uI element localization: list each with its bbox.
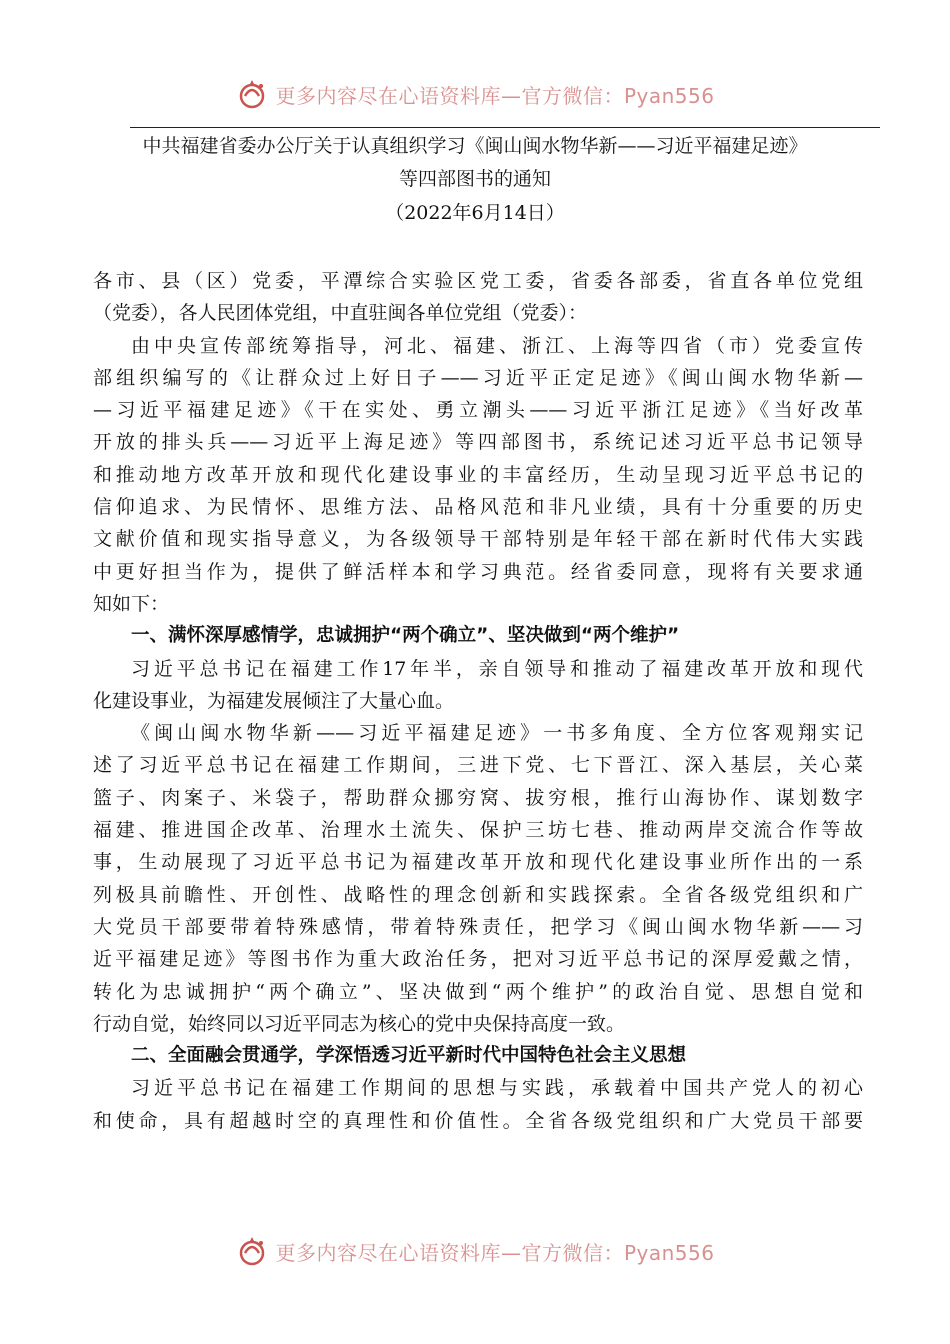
body-text-line: 大党员干部要带着特殊感情，带着特殊责任，把学习《闽山闽水物华新——习 [93,915,863,938]
body-text-line: 述了习近平总书记在福建工作期间，三进下党、七下晋江、深入基层，关心菜 [93,754,863,777]
body-text-line: 行动自觉，始终同以习近平同志为核心的党中央保持高度一致。 [93,1012,626,1035]
body-text-line: 和使命，具有超越时空的真理性和价值性。全省各级党组织和广大党员干部要 [93,1109,863,1132]
document-title-line-2: 等四部图书的通知 [398,168,551,190]
body-text-line: 各市、县（区）党委，平潭综合实验区党工委，省委各部委，省直各单位党组 [93,270,863,292]
body-text-line: 部组织编写的《让群众过上好日子——习近平正定足迹》《闽山闽水物华新— [93,366,863,389]
body-text-line: 化建设事业，为福建发展倾注了大量心血。 [93,689,455,712]
body-text-line: 知如下： [93,592,170,615]
header-watermark-banner [0,74,950,114]
body-text-line: 列极具前瞻性、开创性、战略性的理念创新和实践探索。全省各级党组织和广 [93,883,863,906]
section-heading: 一、满怀深厚感情学，忠诚拥护“两个确立”、坚决做到“两个维护” [131,625,680,647]
body-text-line: 习近平总书记在福建工作期间的思想与实践，承载着中国共产党人的初心 [131,1077,863,1100]
body-text-line: 由中央宣传部统筹指导，河北、福建、浙江、上海等四省（市）党委宣传 [131,334,863,357]
body-text-line: 习近平总书记在福建工作17年半，亲自领导和推动了福建改革开放和现代 [131,657,863,680]
body-text-line: 和推动地方改革开放和现代化建设事业的丰富经历，生动呈现习近平总书记的 [93,463,863,486]
body-text-line: 近平福建足迹》等图书作为重大政治任务，把对习近平总书记的深厚爱戴之情， [93,948,863,971]
body-text-line: 篮子、肉案子、米袋子，帮助群众挪穷窝、拔穷根，推行山海协作、谋划数字 [93,786,863,809]
body-text-line: 信仰追求、为民情怀、思维方法、品格风范和非凡业绩，具有十分重要的历史 [93,496,863,519]
document-body [93,265,863,1137]
document-title-line-1: 中共福建省委办公厅关于认真组织学习《闽山闽水物华新——习近平福建足迹》 [142,135,808,157]
logo-icon [235,1234,269,1268]
banner-text: 更多内容尽在心语资料库—官方微信：Pyan556 [275,83,715,108]
logo-icon [235,77,269,111]
body-text-line: 文献价值和现实指导意义，为各级领导干部特别是年轻干部在新时代伟大实践 [93,528,863,551]
body-text-line: 开放的排头兵——习近平上海足迹》等四部图书，系统记述习近平总书记领导 [93,431,863,454]
body-text-line: 福建、推进国企改革、治理水土流失、保护三坊七巷、推动两岸交流合作等故 [93,819,863,842]
body-text-line: 事，生动展现了习近平总书记为福建改革开放和现代化建设事业所作出的一系 [93,851,863,874]
body-text-line: 《闽山闽水物华新——习近平福建足迹》一书多角度、全方位客观翔实记 [131,722,863,745]
body-text-line: （党委），各人民团体党组，中直驻闽各单位党组（党委）： [93,302,588,325]
banner-text: 更多内容尽在心语资料库—官方微信：Pyan556 [275,1240,715,1265]
footer-watermark-banner [0,1231,950,1271]
header-divider [130,127,880,128]
section-heading: 二、全面融会贯通学，学深悟透习近平新时代中国特色社会主义思想 [131,1045,687,1067]
body-text-line: 转化为忠诚拥护“两个确立”、坚决做到“两个维护”的政治自觉、思想自觉和 [93,980,863,1003]
body-text-line: —习近平福建足迹》《干在实处、勇立潮头——习近平浙江足迹》《当好改革 [93,399,863,422]
document-date: （2022年6月14日） [385,202,565,224]
body-text-line: 中更好担当作为，提供了鲜活样本和学习典范。经省委同意，现将有关要求通 [93,560,863,583]
